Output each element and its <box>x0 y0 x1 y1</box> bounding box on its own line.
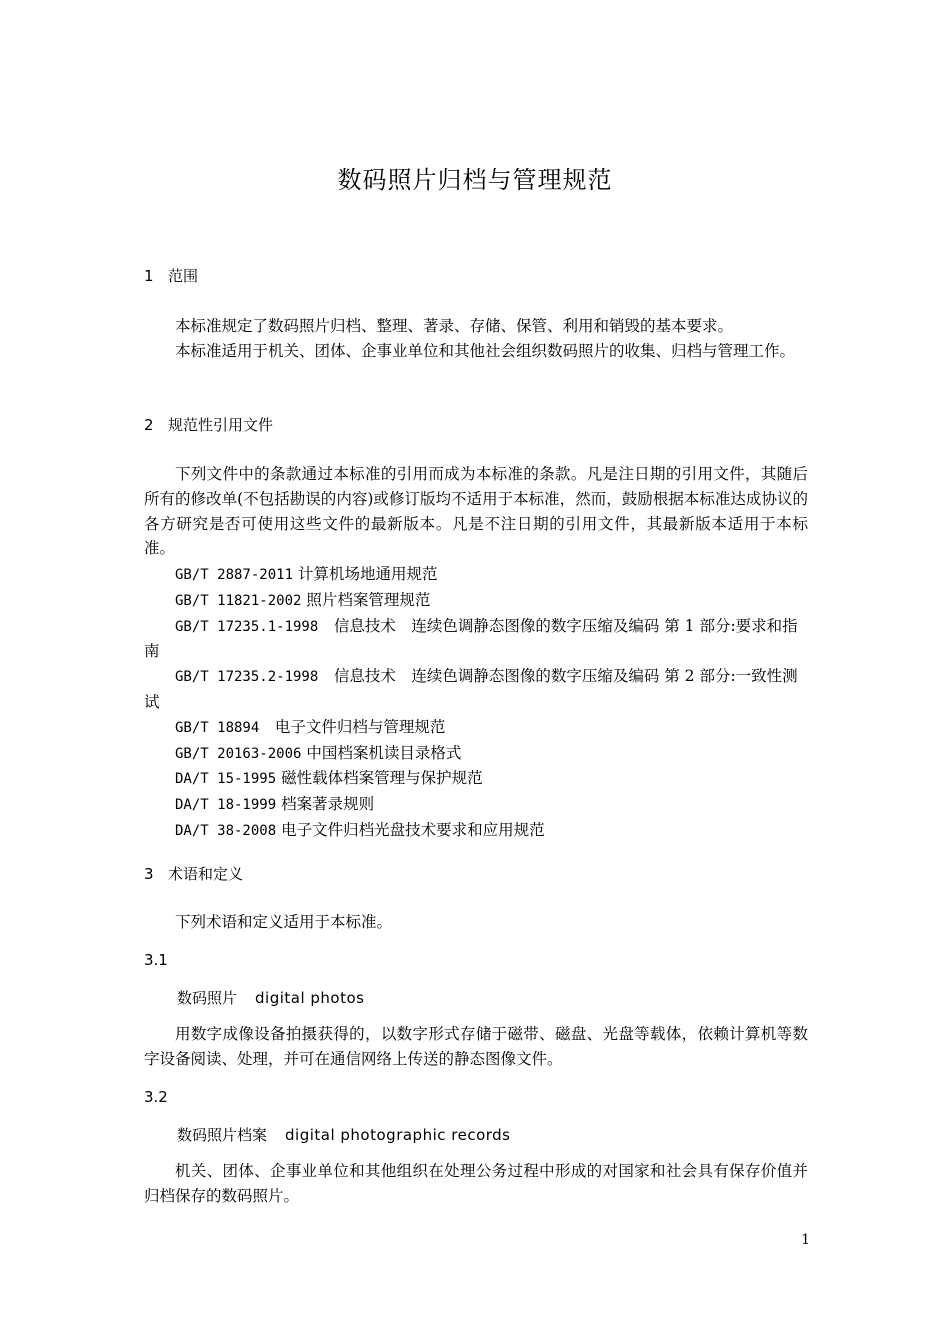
section-1-body <box>144 314 808 364</box>
page-number: 1 <box>801 1232 810 1248</box>
reference-title: 照片档案管理规范 <box>306 590 431 609</box>
reference-item <box>144 766 808 792</box>
reference-code: GB/T 2887-2011 <box>175 567 294 583</box>
reference-item <box>144 792 808 818</box>
reference-title: 档案著录规则 <box>281 795 375 814</box>
term-3-1-definition <box>144 1022 808 1072</box>
paragraph: 下列术语和定义适用于本标准。 <box>175 913 393 931</box>
reference-code: GB/T 20163-2006 <box>175 745 302 762</box>
reference-title: 信息技术 连续色调静态图像的数字压缩及编码 第 2 部分:一致性测试 <box>144 667 798 711</box>
section-number: 3 <box>144 865 154 883</box>
section-number: 1 <box>144 267 154 285</box>
term-zh: 数码照片 <box>177 989 238 1007</box>
term-zh: 数码照片档案 <box>177 1126 268 1144</box>
section-1-heading <box>144 265 198 286</box>
reference-code: DA/T 15-1995 <box>175 771 277 788</box>
section-2-heading <box>144 414 273 435</box>
reference-code: DA/T 38-2008 <box>175 822 277 839</box>
page-title: 数码照片归档与管理规范 <box>337 166 613 194</box>
reference-item <box>144 664 808 715</box>
section-title: 术语和定义 <box>168 865 244 883</box>
paragraph: 本标准规定了数码照片归档、整理、著录、存储、保管、利用和销毁的基本要求。 <box>175 317 734 335</box>
term-en: digital photos <box>255 989 365 1007</box>
term-3-1-number: 3.1 <box>144 951 168 969</box>
reference-code: GB/T 17235.2-1998 <box>175 669 319 686</box>
reference-list <box>144 562 808 844</box>
reference-title: 磁性载体档案管理与保护规范 <box>281 769 483 788</box>
reference-code: GB/T 18894 <box>175 719 260 736</box>
paragraph: 本标准适用于机关、团体、企事业单位和其他社会组织数码照片的收集、归档与管理工作。 <box>175 341 796 360</box>
term-3-2-heading <box>177 1124 511 1145</box>
reference-title: 电子文件归档与管理规范 <box>274 717 446 736</box>
reference-title: 电子文件归档光盘技术要求和应用规范 <box>281 820 545 839</box>
section-2-intro <box>144 462 808 561</box>
reference-title: 计算机场地通用规范 <box>297 565 438 583</box>
term-en: digital photographic records <box>285 1126 511 1144</box>
paragraph: 下列文件中的条款通过本标准的引用而成为本标准的条款。凡是注日期的引用文件，其随后所有的修改单(不包括勘误的内容)或修订版均不适用于本标准，然而，鼓励根据本标准达成协议的各方研究是否可使用这些文件的最新版本。凡是不注日期的引用文件，其最新版本适用于本标准。 <box>144 465 808 558</box>
reference-item <box>144 715 808 741</box>
reference-item <box>144 614 808 665</box>
term-3-2-number: 3.2 <box>144 1088 168 1106</box>
section-number: 2 <box>144 416 154 434</box>
reference-code: DA/T 18-1999 <box>175 797 277 814</box>
reference-title: 中国档案机读目录格式 <box>306 743 462 762</box>
section-3-intro <box>144 910 808 935</box>
reference-code: GB/T 11821-2002 <box>175 592 302 609</box>
paragraph: 机关、团体、企事业单位和其他组织在处理公务过程中形成的对国家和社会具有保存价值并归档保存的数码照片。 <box>144 1162 808 1205</box>
section-3-heading <box>144 863 243 884</box>
reference-item <box>144 562 808 588</box>
reference-item <box>144 818 808 844</box>
term-3-2-definition <box>144 1159 808 1209</box>
term-3-1-heading <box>177 987 364 1008</box>
reference-title: 信息技术 连续色调静态图像的数字压缩及编码 第 1 部分:要求和指南 <box>144 616 798 661</box>
reference-item <box>144 741 808 767</box>
section-title: 规范性引用文件 <box>168 416 274 434</box>
section-title: 范围 <box>168 267 199 285</box>
reference-item <box>144 588 808 614</box>
paragraph: 用数字成像设备拍摄获得的，以数字形式存储于磁带、磁盘、光盘等载体，依赖计算机等数字设备阅读、处理，并可在通信网络上传送的静态图像文件。 <box>144 1025 808 1068</box>
reference-code: GB/T 17235.1-1998 <box>175 618 319 635</box>
